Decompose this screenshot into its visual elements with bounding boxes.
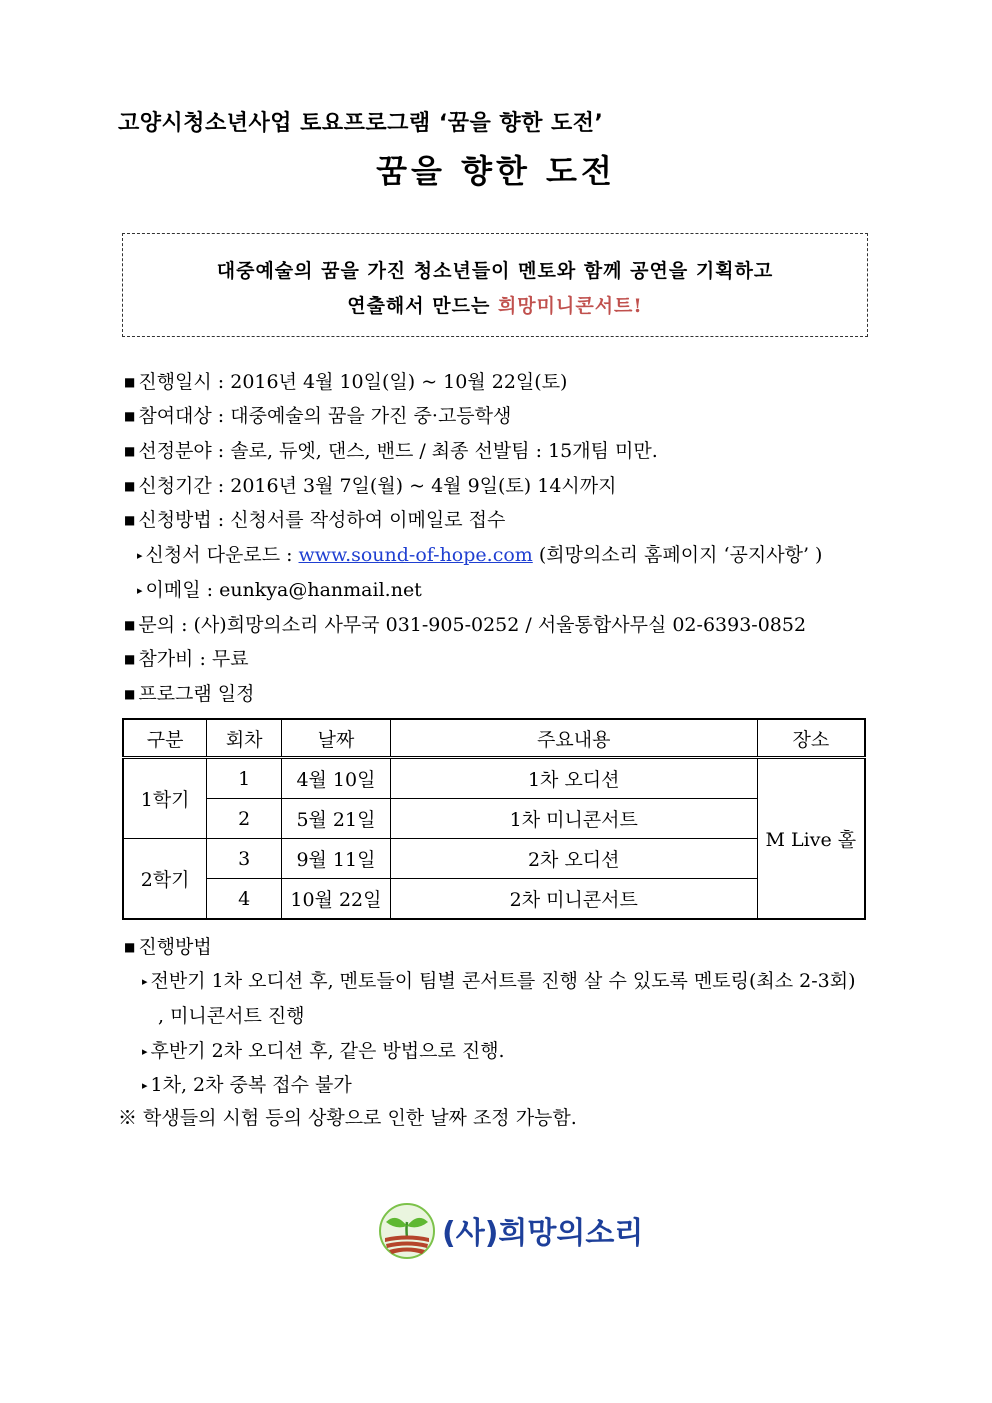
footnote: ※ 학생들의 시험 등의 상황으로 인한 날짜 조정 가능함. xyxy=(118,1107,577,1129)
venue-cell: M Live 홀 xyxy=(757,758,865,920)
method-label xyxy=(124,932,212,959)
download-suffix: (희망의소리 홈페이지 ‘공지사항’ ) xyxy=(532,544,823,566)
schedule-table xyxy=(122,718,866,920)
square-bullet-icon: ■ xyxy=(124,479,136,493)
content-cell: 1차 오디션 xyxy=(390,758,757,799)
square-bullet-icon: ■ xyxy=(124,444,136,458)
detail-field-text: 선정분야 : 솔로, 듀엣, 댄스, 밴드 / 최종 선발팀 : 15개팀 미만. xyxy=(138,440,658,462)
method-item-1-text: 전반기 1차 오디션 후, 멘토들이 팀별 콘서트를 진행 살 수 있도록 멘토링(최소 2-3회) xyxy=(150,970,856,992)
date-cell: 5월 21일 xyxy=(282,799,391,839)
method-item-3 xyxy=(142,1070,352,1097)
sprout-logo-icon xyxy=(378,1202,436,1260)
header-date: 날짜 xyxy=(282,719,391,758)
round-cell: 1 xyxy=(207,758,282,799)
round-cell: 3 xyxy=(207,839,282,879)
detail-date xyxy=(124,367,567,394)
triangle-bullet-icon: ▸ xyxy=(137,584,143,597)
detail-target-text: 참여대상 : 대중예술의 꿈을 가진 중·고등학생 xyxy=(138,405,512,427)
header-venue: 장소 xyxy=(757,719,865,758)
detail-target xyxy=(124,401,511,428)
intro-line-2-prefix: 연출해서 만드는 xyxy=(347,295,498,317)
intro-box xyxy=(122,233,868,337)
detail-method-text: 신청방법 : 신청서를 작성하여 이메일로 접수 xyxy=(138,509,506,531)
detail-date-text: 진행일시 : 2016년 4월 10일(일) ~ 10월 22일(토) xyxy=(138,371,568,393)
square-bullet-icon: ■ xyxy=(124,618,136,632)
schedule-label-text: 프로그램 일정 xyxy=(138,683,255,705)
detail-period-text: 신청기간 : 2016년 3월 7일(월) ~ 4월 9일(토) 14시까지 xyxy=(138,475,617,497)
fee-text: 참가비 : 무료 xyxy=(138,648,249,670)
table-row xyxy=(123,799,865,839)
date-cell: 9월 11일 xyxy=(282,839,391,879)
method-label-text: 진행방법 xyxy=(138,936,212,958)
content-cell: 2차 오디션 xyxy=(390,839,757,879)
semester-cell: 2학기 xyxy=(123,839,207,920)
table-header-row xyxy=(123,719,865,758)
method-item-3-text: 1차, 2차 중복 접수 불가 xyxy=(150,1074,352,1096)
download-prefix: 신청서 다운로드 : xyxy=(145,544,299,566)
table-row xyxy=(123,758,865,799)
square-bullet-icon: ■ xyxy=(124,375,136,389)
program-subtitle: 고양시청소년사업 토요프로그램 ‘꿈을 향한 도전’ xyxy=(118,111,604,136)
square-bullet-icon: ■ xyxy=(124,687,136,701)
intro-line-1: 대중예술의 꿈을 가진 청소년들이 멘토와 함께 공연을 기획하고 xyxy=(216,260,774,282)
method-item-1-cont: , 미니콘서트 진행 xyxy=(158,1005,305,1027)
detail-period xyxy=(124,471,616,498)
schedule-label xyxy=(124,679,255,706)
content-cell: 1차 미니콘서트 xyxy=(390,799,757,839)
semester-cell: 1학기 xyxy=(123,758,207,839)
square-bullet-icon: ■ xyxy=(124,940,136,954)
square-bullet-icon: ■ xyxy=(124,652,136,666)
download-line xyxy=(137,540,822,567)
table-row xyxy=(123,839,865,879)
triangle-bullet-icon: ▸ xyxy=(142,1079,148,1092)
contact-line xyxy=(124,610,806,637)
date-cell: 4월 10일 xyxy=(282,758,391,799)
header-round: 회차 xyxy=(207,719,282,758)
method-item-2 xyxy=(142,1036,505,1063)
intro-line-2 xyxy=(123,291,867,318)
organization-logo xyxy=(378,1202,644,1262)
email-text: 이메일 : eunkya@hanmail.net xyxy=(145,579,422,601)
round-cell: 4 xyxy=(207,879,282,920)
header-semester: 구분 xyxy=(123,719,207,758)
method-item-2-text: 후반기 2차 오디션 후, 같은 방법으로 진행. xyxy=(150,1040,505,1062)
square-bullet-icon: ■ xyxy=(124,513,136,527)
table-row xyxy=(123,879,865,920)
logo-text: (사)희망의소리 xyxy=(442,1216,644,1251)
round-cell: 2 xyxy=(207,799,282,839)
contact-text: 문의 : (사)희망의소리 사무국 031-905-0252 / 서울통합사무실 02-6393-0852 xyxy=(138,614,807,636)
detail-field xyxy=(124,436,658,463)
header-content: 주요내용 xyxy=(390,719,757,758)
intro-highlight: 희망미니콘서트! xyxy=(497,295,643,317)
triangle-bullet-icon: ▸ xyxy=(142,1045,148,1058)
fee-line xyxy=(124,644,249,671)
content-cell: 2차 미니콘서트 xyxy=(390,879,757,920)
detail-method xyxy=(124,505,505,532)
triangle-bullet-icon: ▸ xyxy=(142,975,148,988)
date-cell: 10월 22일 xyxy=(282,879,391,920)
method-item-1 xyxy=(142,966,856,993)
homepage-link[interactable]: www.sound-of-hope.com xyxy=(298,544,533,566)
square-bullet-icon: ■ xyxy=(124,409,136,423)
triangle-bullet-icon: ▸ xyxy=(137,549,143,562)
page-title: 꿈을 향한 도전 xyxy=(376,152,616,190)
email-line xyxy=(137,575,422,602)
